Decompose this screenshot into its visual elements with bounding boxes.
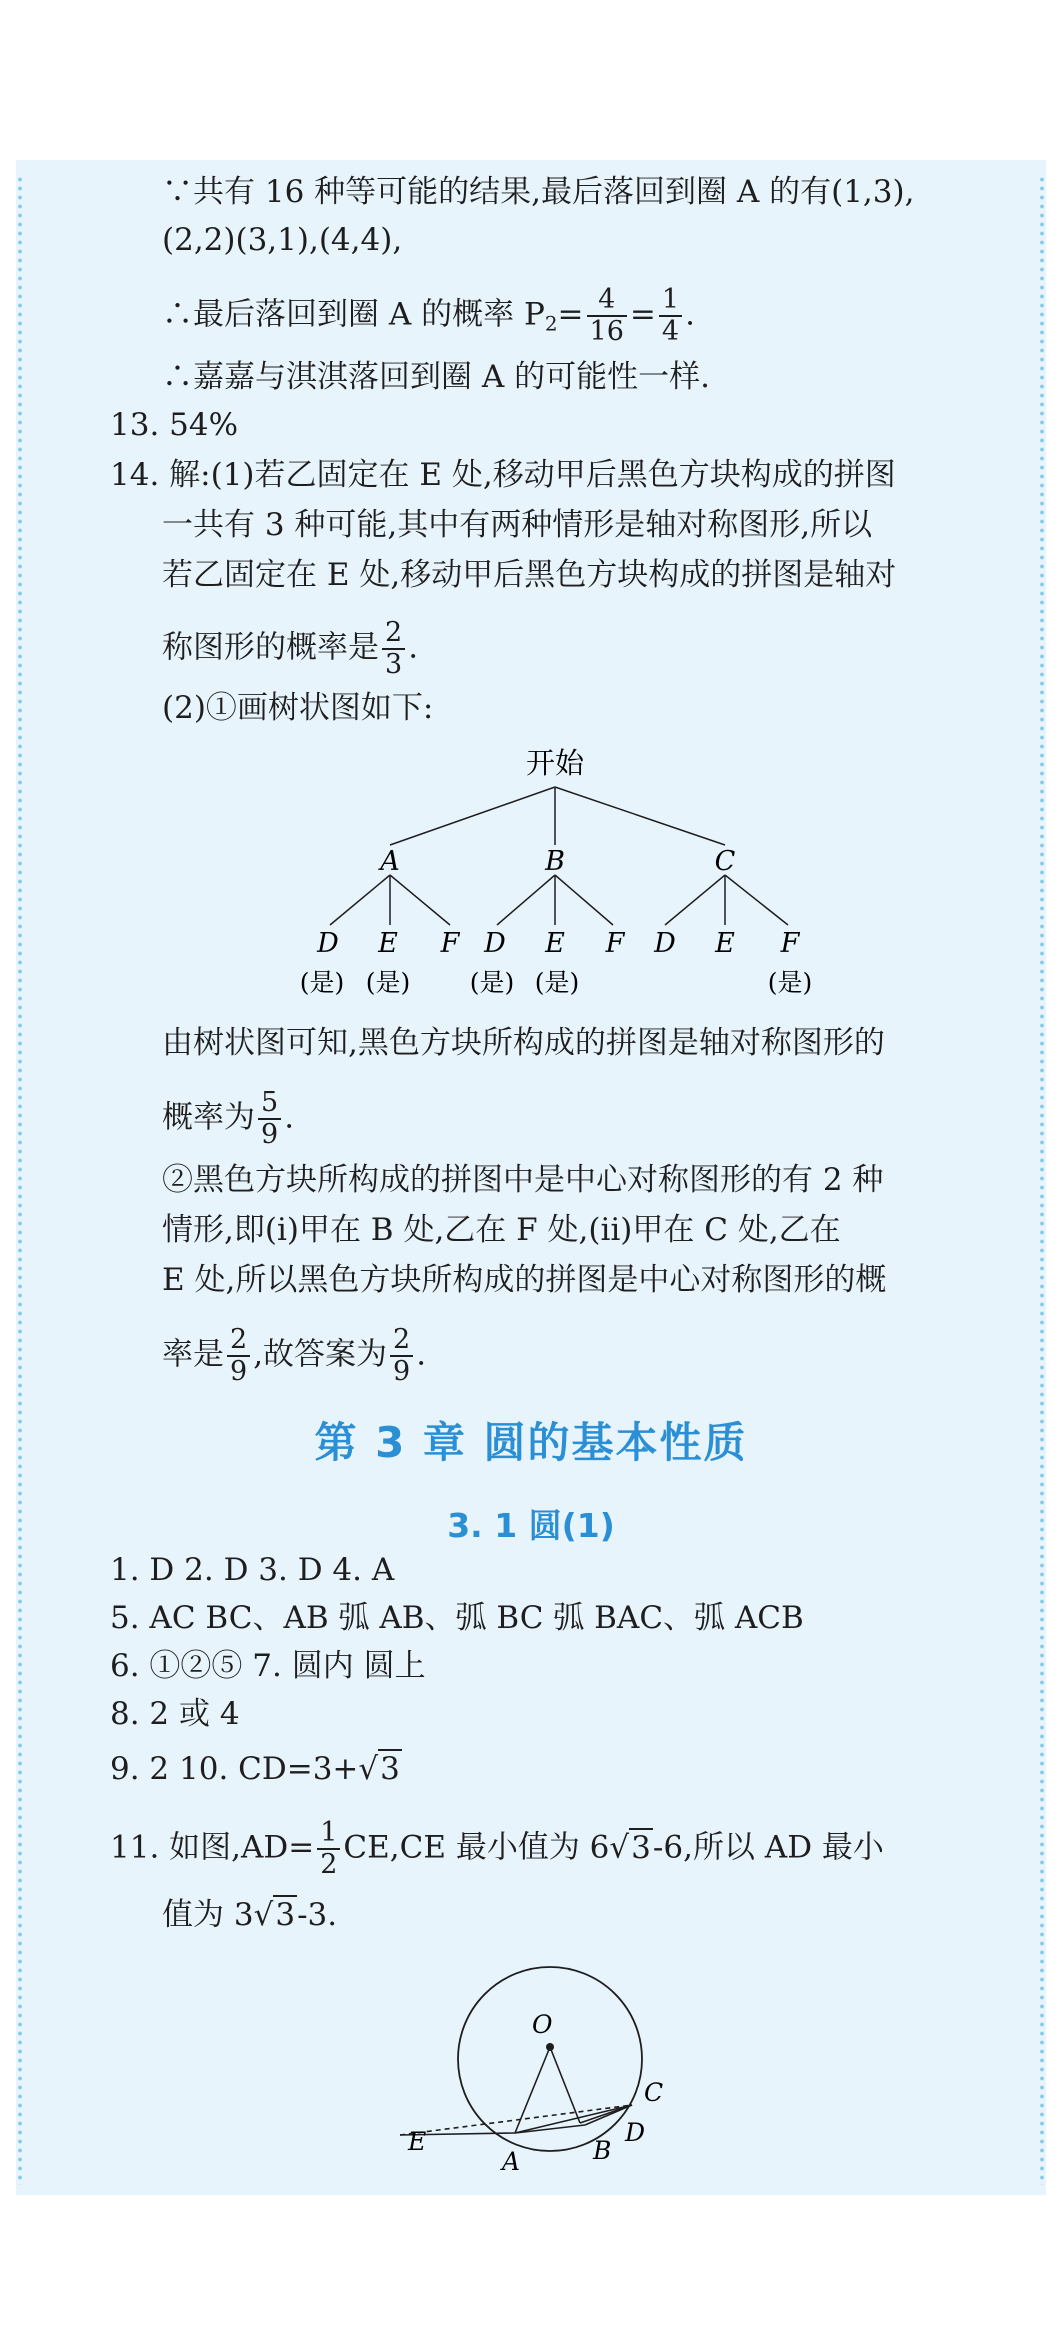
tree-mark: (是) — [365, 968, 411, 997]
prev-line-2: (2,2)(3,1),(4,4), — [162, 222, 403, 258]
q14-line-1: 14. 解:(1)若乙固定在 E 处,移动甲后黑色方块构成的拼图 — [110, 457, 896, 493]
answers-1-4: 1. D 2. D 3. D 4. A — [110, 1552, 395, 1588]
prev-line-4: ∴嘉嘉与淇淇落回到圈 A 的可能性一样. — [162, 359, 710, 395]
fraction-2-3: $\frac{2}{3}$ — [382, 618, 405, 680]
label-B: B — [593, 2136, 612, 2165]
answers-9-10: 9. 2 10. CD=3+√3 — [110, 1751, 400, 1787]
label-A: A — [502, 2147, 521, 2176]
tree-diagram — [300, 735, 860, 1010]
tree-leaf-F: F — [605, 928, 625, 959]
circle-figure — [400, 1965, 700, 2185]
right-decorative-border — [1037, 175, 1047, 2185]
tree-leaf-E: E — [378, 928, 398, 959]
tree-leaf-E: E — [715, 928, 735, 959]
answer-8: 8. 2 或 4 — [110, 1696, 240, 1732]
answer-5: 5. AC BC、AB 弧 AB、弧 BC 弧 BAC、弧 ACB — [110, 1600, 804, 1636]
label-C: C — [644, 2078, 664, 2107]
q14-line-3: 若乙固定在 E 处,移动甲后黑色方块构成的拼图是轴对 — [162, 557, 897, 593]
tree-node-A: A — [380, 846, 400, 877]
fraction-4-16: $\frac{4}{16}$ — [587, 285, 627, 347]
label-O: O — [532, 2010, 553, 2039]
answer-11-line-1: 11. 如图,AD= $\frac{1}{2}$ CE,CE 最小值为 6√3-6,所以 AD 最小 — [110, 1817, 884, 1880]
tree-mark: (是) — [767, 968, 813, 997]
fraction-1-2: $\frac{1}{2}$ — [317, 1818, 340, 1880]
tree-leaf-D: D — [654, 928, 676, 959]
tree-leaf-F: F — [780, 928, 800, 959]
circle — [458, 1967, 642, 2151]
q14-line-4: 称图形的概率是 $\frac{2}{3}$ . — [162, 617, 419, 680]
tree-leaf-F: F — [440, 928, 460, 959]
tree-node-B: B — [545, 846, 565, 877]
answer-11-line-2: 值为 3√3-3. — [162, 1897, 338, 1933]
answers-6-7: 6. ①②⑤ 7. 圆内 圆上 — [110, 1648, 426, 1684]
tree-leaf-D: D — [484, 928, 506, 959]
tree-leaf-D: D — [317, 928, 339, 959]
left-decorative-border — [15, 175, 25, 2185]
after-tree-line-3: ②黑色方块所构成的拼图中是中心对称图形的有 2 种 — [162, 1162, 884, 1198]
tree-mark: (是) — [300, 968, 345, 997]
after-tree-line-1: 由树状图可知,黑色方块所构成的拼图是轴对称图形的 — [162, 1025, 885, 1061]
label-E: E — [408, 2127, 427, 2156]
tree-node-C: C — [714, 846, 736, 877]
label-D: D — [625, 2118, 646, 2147]
chapter-title: 第 3 章 圆的基本性质 — [314, 1418, 748, 1467]
tree-leaf-E: E — [545, 928, 565, 959]
after-tree-line-2: 概率为 $\frac{5}{9}$ . — [162, 1087, 295, 1150]
tree-mark: (是) — [534, 968, 580, 997]
after-tree-line-6: 率是 $\frac{2}{9}$ ,故答案为 $\frac{2}{9}$ . — [162, 1324, 427, 1387]
section-title: 3. 1 圆(1) — [447, 1506, 615, 1545]
q14-line-2: 一共有 3 种可能,其中有两种情形是轴对称图形,所以 — [162, 507, 873, 543]
tree-mark: (是) — [469, 968, 515, 997]
q14-line-5: (2)①画树状图如下: — [162, 690, 434, 726]
after-tree-line-5: E 处,所以黑色方块所构成的拼图是中心对称图形的概 — [162, 1262, 887, 1298]
fraction-1-4: $\frac{1}{4}$ — [659, 285, 682, 347]
answer-13: 13. 54% — [110, 407, 239, 443]
tree-root: 开始 — [525, 746, 585, 780]
fraction-2-9: $\frac{2}{9}$ — [390, 1325, 413, 1387]
after-tree-line-4: 情形,即(ⅰ)甲在 B 处,乙在 F 处,(ⅱ)甲在 C 处,乙在 — [162, 1212, 841, 1248]
fraction-2-9: $\frac{2}{9}$ — [227, 1325, 250, 1387]
prev-line-1: ∵共有 16 种等可能的结果,最后落回到圈 A 的有(1,3), — [162, 174, 915, 210]
fraction-5-9: $\frac{5}{9}$ — [258, 1088, 281, 1150]
prev-line-3: ∴最后落回到圈 A 的概率 $P_2=$ $\frac{4}{16}$ = $\frac{1}{4}$ . — [162, 284, 695, 347]
